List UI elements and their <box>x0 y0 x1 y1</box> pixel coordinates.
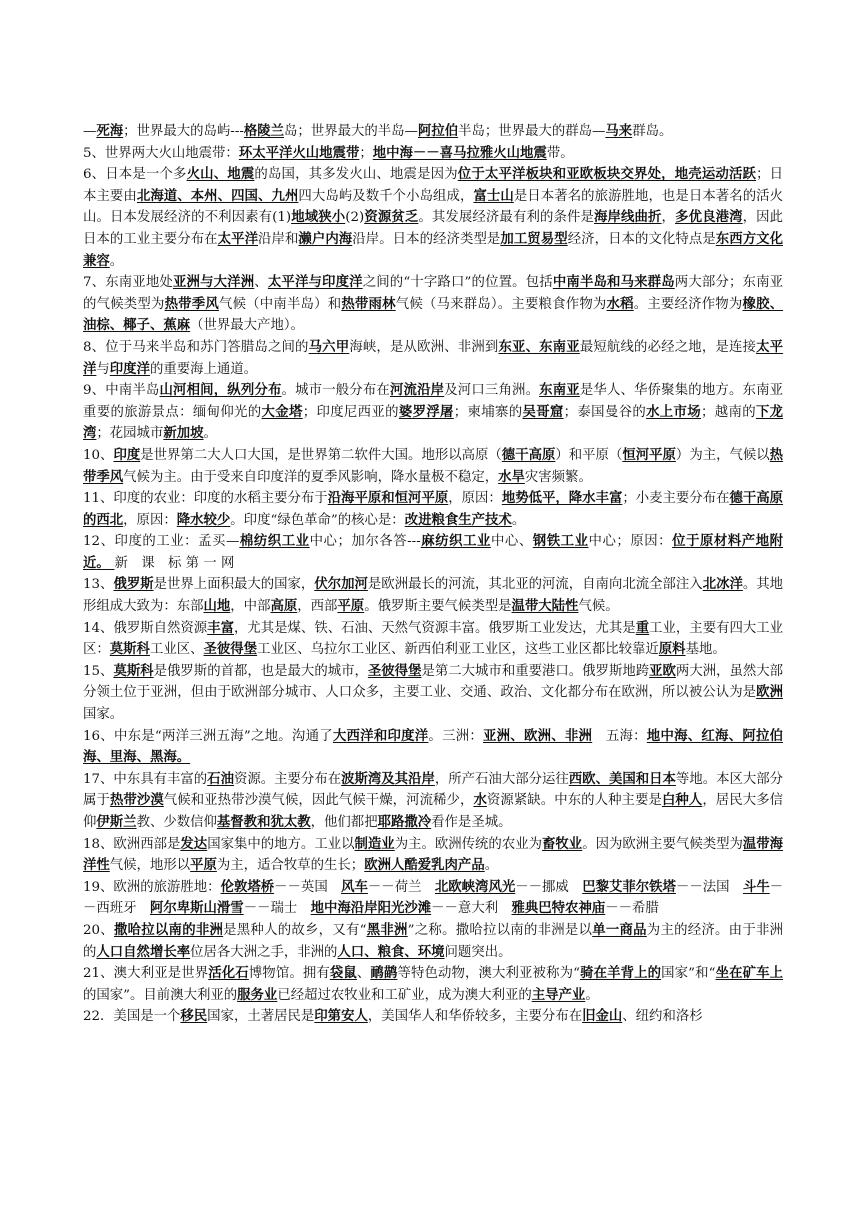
key-term: 莫斯科 <box>113 662 154 679</box>
text-run: 最短航线的必经之地，是连接 <box>579 339 757 355</box>
key-term: 基督教和犹太教 <box>216 814 311 830</box>
text-run: ，原因： <box>448 491 502 507</box>
key-term: 死海 <box>96 123 124 139</box>
key-term: 北海道、本州、四国、九州 <box>136 187 299 204</box>
key-term: 地中海、红海、阿拉伯海、里海、黑海。 <box>83 727 784 766</box>
text-run: 中心；原因： <box>588 534 673 550</box>
key-term: 吴哥窟 <box>522 403 564 420</box>
text-run: 。俄罗斯主要气候类型是 <box>364 599 512 615</box>
text-run: 9、中南半岛 <box>83 383 160 399</box>
key-term: 温带大陆性 <box>511 598 579 615</box>
key-term: 下龙湾 <box>83 403 784 442</box>
key-term: 格陵兰 <box>243 123 285 139</box>
key-term: 棉纺织工业 <box>239 533 310 550</box>
text-run: 工业区、乌拉尔工业区、新西伯利亚工业区，这些工业区都比较靠近 <box>257 642 659 658</box>
text-run: 14、俄罗斯自然资源 <box>83 620 208 636</box>
text-run: 资源紧缺。中东的人种主要是 <box>486 793 662 809</box>
text-run: 18、欧洲西部是 <box>83 836 181 852</box>
text-run: 国家。 <box>83 707 124 723</box>
text-run: ，美国华人和华侨较多，主要分布在 <box>367 1009 583 1025</box>
key-term: 火山、地震 <box>186 166 255 183</box>
key-term: 地域狭小 <box>291 209 346 226</box>
text-run: 看作是圣城。 <box>431 815 512 830</box>
text-run: ，西部 <box>297 599 338 615</box>
text-run: 是黑种人的故乡，又有“ <box>223 922 367 938</box>
key-term: 雅典巴特农神庙 <box>511 900 606 917</box>
text-run: 带。 <box>546 145 574 161</box>
text-run: 中心；加尔各答--- <box>309 534 421 550</box>
key-term: 新加坡 <box>163 425 204 442</box>
text-run: 的岛国，其多发火山、地震是因为 <box>254 167 458 183</box>
key-term: 平原 <box>337 598 365 615</box>
text-run: ，尤其是煤、铁、石油、天然气资源丰富。俄罗斯工业发达，尤其是 <box>233 620 636 636</box>
paragraph <box>83 920 783 963</box>
key-term: 活化石 <box>208 965 249 982</box>
text-run: 两大部分；东南亚的气候类型为 <box>83 275 784 312</box>
paragraph <box>83 121 783 143</box>
key-term: 发达 <box>180 835 208 852</box>
key-term: 丰富 <box>207 619 234 636</box>
key-term: 大金塔 <box>261 403 303 420</box>
key-term: 人口、粮食、环境 <box>337 943 445 960</box>
paragraph <box>83 380 783 445</box>
key-term: 亚欧 <box>649 662 676 679</box>
text-run: 13、 <box>83 577 114 593</box>
text-run: 8、位于马来半岛和苏门答腊岛之间的 <box>83 339 309 355</box>
key-term: 耶路撒冷 <box>377 814 432 830</box>
text-run: 、 <box>356 966 371 982</box>
key-term: 改进粮食生产技术 <box>404 511 512 528</box>
text-run: 21、澳大利亚是世界 <box>83 966 209 982</box>
text-run: 。 <box>484 858 499 874</box>
text-run: ）和平原（ <box>555 447 623 463</box>
text-run: 。城市一般分布在 <box>281 383 390 399</box>
text-run: 国家集中的地方。工业以 <box>207 836 355 852</box>
key-term: 人口自然增长率 <box>96 943 191 960</box>
key-term: 地势低平，降水丰富 <box>501 490 623 507</box>
text-run: 。其发展经济最有利的条件是 <box>418 210 594 226</box>
text-run: 的国家”。目前澳大利亚的 <box>83 987 238 1003</box>
text-run: 等特色动物，澳大利亚被称为“ <box>397 966 580 982</box>
text-run: 新 课 标 第 一 网 <box>114 555 235 571</box>
paragraph <box>83 164 783 272</box>
key-term: 太平洋与印度洋 <box>267 274 363 291</box>
key-term: 东亚、东南亚 <box>498 338 580 355</box>
key-term: 主导产业 <box>531 986 586 1003</box>
key-term: 重 <box>635 619 650 636</box>
document-page <box>83 121 783 1028</box>
text-run: 灾害频繁。 <box>524 469 592 485</box>
paragraph <box>83 143 783 165</box>
text-run: ； <box>359 145 373 161</box>
key-term: 圣彼得堡 <box>203 641 258 658</box>
text-run: 。三洲： <box>428 728 484 744</box>
key-term: 热带沙漠 <box>109 792 164 809</box>
text-run: ）为主，气候以 <box>675 447 770 463</box>
key-term: 阿拉伯 <box>417 123 459 139</box>
paragraph <box>83 726 783 769</box>
text-run: 是欧洲最长的河流，其北亚的河流，自南向北流全部注入 <box>367 577 703 593</box>
text-run: 15、 <box>83 663 114 679</box>
text-run: 为主。欧洲传统的农业为 <box>394 836 542 852</box>
key-term: 中南半岛和马来群岛 <box>552 274 675 291</box>
text-run: 。 <box>109 253 124 269</box>
key-term: 伊斯兰 <box>96 814 137 830</box>
key-term: 环太平洋火山地震带 <box>238 144 360 161</box>
text-run: ；世界最大的岛屿--- <box>123 124 244 139</box>
text-run: 中心、 <box>490 534 533 550</box>
paragraph <box>83 877 783 920</box>
text-run: 沿岸。日本的经济类型是 <box>352 231 501 247</box>
key-term: 热带季风 <box>83 446 784 485</box>
key-term: 濑户内海 <box>298 230 353 247</box>
text-run: ；日本主要由 <box>83 167 784 204</box>
text-run: 五海： <box>592 728 647 744</box>
text-run: 四大岛屿及数千个小岛组成， <box>298 188 474 204</box>
text-run: 12、印度的工业：孟买— <box>83 534 240 550</box>
key-term: 水上市场 <box>646 403 702 420</box>
key-term: 德干高原的西北 <box>83 490 784 528</box>
text-run: 。印度“绿色革命”的核心是： <box>230 512 405 528</box>
paragraph <box>83 337 783 380</box>
text-run: 为主，适合牧草的生长； <box>216 858 365 874</box>
key-term: 大西洋和印度洋 <box>332 727 429 744</box>
key-term: 橡胶、油棕、椰子、蕉麻 <box>83 295 784 334</box>
key-term: 钢铁工业 <box>532 533 589 550</box>
text-run: 气候，地形以 <box>109 858 191 874</box>
key-term: 河流沿岸 <box>389 382 445 399</box>
text-run: －－英国 <box>274 879 342 895</box>
text-run: 问题突出。 <box>444 944 512 960</box>
text-run: －－西班牙 <box>83 879 784 917</box>
text-run: ，所产石油大部分运往 <box>434 771 569 787</box>
text-run: ；小麦主要分布在 <box>622 491 730 507</box>
text-run: 7、东南亚地处 <box>83 275 173 291</box>
paragraph <box>83 1006 783 1028</box>
paragraph <box>83 531 783 574</box>
text-run: 是第二大城市和重要港口。俄罗斯地跨 <box>421 663 650 679</box>
text-run: 博物馆。拥有 <box>248 966 330 982</box>
key-term: 水稻 <box>606 295 634 312</box>
text-run: 基地。 <box>685 642 726 658</box>
text-run: 、纽约和洛杉 <box>622 1009 703 1025</box>
text-run: 气候和亚热带沙漠气候，因此气候干燥，河流稀少， <box>163 793 474 809</box>
key-term: 德干高原 <box>501 446 556 463</box>
text-run: 10、 <box>83 447 114 463</box>
text-run: 为主的经济。由于非洲的 <box>83 922 784 960</box>
key-term: 温带海洋性 <box>83 835 784 874</box>
text-run: ，他们都把 <box>310 815 378 830</box>
key-term: 亚洲、欧洲、非洲 <box>483 727 593 744</box>
paragraph <box>83 488 783 531</box>
text-run: －－荷兰 <box>367 879 435 895</box>
text-run: 17、中东具有丰富的 <box>83 771 208 787</box>
text-run: 等地。本区大部分属于 <box>83 771 784 809</box>
text-run: 两大洲，虽然大部分领土位于亚洲，但由于欧洲部分城市、人口众多，主要工业、交通、政治、文化都分布在欧洲，所以被公认为是 <box>83 663 784 701</box>
key-term: 婆罗浮屠 <box>398 403 454 420</box>
key-term: 地中海－－喜马拉雅火山地震 <box>372 144 547 161</box>
text-run: 。因为欧洲主要气候类型为 <box>582 836 743 852</box>
text-run: －－挪威 <box>515 879 583 895</box>
text-run: ，居民大多信仰 <box>83 793 784 830</box>
key-term: 俄罗斯 <box>113 576 154 593</box>
key-term: 畜牧业 <box>542 835 583 852</box>
text-run: 工业，主要有四大工业区： <box>83 620 784 658</box>
text-run: 11、印度的农业：印度的水稻主要分布于 <box>83 491 328 507</box>
key-term: 斗牛 <box>742 878 770 895</box>
key-term: 坐在矿车上 <box>715 965 784 982</box>
paragraph <box>83 618 783 661</box>
key-term: 地中海沿岸阳光沙滩 <box>310 900 432 917</box>
text-run: 22．美国是一个 <box>83 1009 181 1025</box>
text-run: 5、世界两大火山地震带： <box>83 145 239 161</box>
text-run: 6、日本是一个多 <box>83 167 187 183</box>
key-term: 太平洋 <box>217 230 259 247</box>
text-run: 经济，日本的文化特点是 <box>567 231 716 247</box>
text-run: 。 <box>585 987 599 1003</box>
key-term: 印度洋 <box>109 360 150 377</box>
text-run: 半岛；世界最大的群岛— <box>458 124 606 139</box>
text-run: ，中部 <box>230 599 271 615</box>
text-run: 是俄罗斯的首都，也是最大的城市， <box>153 663 368 679</box>
key-term: 亚洲与大洋洲 <box>172 274 255 291</box>
text-run: 沿岸和 <box>258 231 299 247</box>
key-term: 太平洋 <box>83 338 784 377</box>
text-run: 工业区、 <box>149 642 204 658</box>
text-run: 是日本著名的旅游胜地，也是日本著名的活火山。日本发展经济的不利因素有(1) <box>83 188 784 226</box>
text-run: 、 <box>254 275 268 291</box>
paragraph <box>83 445 783 488</box>
key-term: 欧洲人酷爱乳肉产品 <box>364 857 485 874</box>
key-term: 西欧、美国和日本 <box>568 770 676 787</box>
text-run: 与 <box>96 361 110 377</box>
text-run: 19、欧洲的旅游胜地： <box>83 879 221 895</box>
text-run: ；泰国曼谷的 <box>563 404 647 420</box>
paragraph <box>83 834 783 877</box>
text-run: 。 <box>203 426 217 442</box>
text-run: 20、 <box>83 922 114 938</box>
text-run: ”之称。撒哈拉以南的非洲是以 <box>407 922 593 938</box>
text-run: －－希腊 <box>605 901 659 917</box>
key-term: 莫斯科 <box>109 641 150 658</box>
key-term: 原料 <box>658 641 686 658</box>
key-term: 服务业 <box>237 986 278 1003</box>
text-run: －－瑞士 <box>243 901 311 917</box>
key-term: 水 <box>473 792 487 809</box>
key-term: 伦敦塔桥 <box>220 878 275 895</box>
text-run: ， <box>661 210 676 226</box>
text-run: 。其地形组成大致为：东部 <box>83 577 784 615</box>
text-run: －－法国 <box>675 879 743 895</box>
text-run: 群岛。 <box>632 124 673 139</box>
key-term: 单一商品 <box>592 921 647 938</box>
text-run: — <box>83 124 97 139</box>
text-run: 气候（中南半岛）和 <box>218 296 342 312</box>
text-run: －－意大利 <box>431 901 512 917</box>
text-run: 教、少数信仰 <box>136 815 217 830</box>
text-run: 位居各大洲之手，非洲的 <box>190 944 338 960</box>
text-run: 是世界第二大人口大国，是世界第二软件大国。地形以高原（ <box>140 447 502 463</box>
key-term: 水旱 <box>498 468 525 485</box>
text-run: 是世界上面积最大的国家， <box>153 577 315 593</box>
key-term: 富士山 <box>473 187 514 204</box>
text-run: 是华人、华侨聚集的地方。东南亚重要的旅游景点：缅甸仰光的 <box>83 383 784 420</box>
key-term: 撒哈拉以南的非洲 <box>113 921 224 938</box>
key-term: 多优良港湾 <box>675 209 743 226</box>
text-run: 。主要经济作物为 <box>633 296 743 312</box>
paragraph <box>83 272 783 337</box>
key-term: 骑在羊背上的 <box>579 965 662 982</box>
text-run: ；印度尼西亚的 <box>302 404 399 420</box>
text-run: 岛；世界最大的半岛— <box>284 124 418 139</box>
text-run: ；越南的 <box>701 404 756 420</box>
text-run: 气候。 <box>578 599 619 615</box>
paragraph <box>83 574 783 617</box>
key-term: 风车 <box>341 878 368 895</box>
key-term: 印度 <box>113 446 141 463</box>
text-run: 的重要海上通道。 <box>149 361 258 377</box>
text-run: 国家，土著居民是 <box>207 1009 315 1025</box>
key-term: 移民 <box>180 1008 208 1025</box>
key-term: 山地 <box>203 598 231 615</box>
key-term: 位于太平洋板块和亚欧板块交界处，地壳运动活跃 <box>457 166 757 183</box>
text-run: (2) <box>345 210 365 226</box>
key-term: 旧金山 <box>582 1008 623 1025</box>
text-run: ，原因： <box>123 512 177 528</box>
key-term: 袋鼠 <box>329 965 357 982</box>
key-term: 白种人 <box>661 792 703 809</box>
key-term: 圣彼得堡 <box>367 662 422 679</box>
text-run: 气候为主。由于受来自印度洋的夏季风影响，降水量极不稳定， <box>123 469 499 485</box>
key-term: 巴黎艾菲尔铁塔 <box>582 878 676 895</box>
key-term: 东南亚 <box>539 382 580 399</box>
key-term: 马来 <box>605 123 633 139</box>
text-run: 及河口三角洲。 <box>444 383 540 399</box>
key-term: 热带雨林 <box>341 295 396 312</box>
key-term: 麻纺织工业 <box>420 533 491 550</box>
text-run: 之间的“十字路口”的位置。包括 <box>362 275 553 291</box>
key-term: 北冰洋 <box>702 576 743 593</box>
text-run: 已经超过农牧业和工矿业，成为澳大利亚的 <box>277 987 532 1003</box>
text-run: 。 <box>511 512 526 528</box>
text-run: 国家”和“ <box>661 966 716 982</box>
text-run: ；柬埔寨的 <box>453 404 523 420</box>
key-term: 资源贫乏 <box>364 209 419 226</box>
key-term: 高原 <box>270 598 298 615</box>
key-term: 平原 <box>190 857 217 874</box>
key-term: 鸸鹋 <box>370 965 398 982</box>
key-term: 热带季风 <box>164 295 219 312</box>
text-run: （世界最大产地）。 <box>190 318 304 334</box>
text-run: 气候（马来群岛）。主要粮食作物为 <box>395 296 607 312</box>
key-term: 制造业 <box>354 835 395 852</box>
paragraph <box>83 963 783 1006</box>
key-term: 波斯湾及其沿岸 <box>341 770 435 787</box>
text-run: 海峡，是从欧洲、非洲到 <box>349 339 499 355</box>
key-term: 伏尔加河 <box>314 576 368 593</box>
key-term: 印第安人 <box>314 1008 368 1025</box>
paragraph <box>83 661 783 726</box>
key-term: 马六甲 <box>308 338 350 355</box>
key-term: 恒河平原 <box>622 446 676 463</box>
text-run: ，因此日本的工业主要分布在 <box>83 210 784 247</box>
key-term: 黑非洲 <box>366 921 408 938</box>
key-term: 山河相间，纵列分布 <box>159 382 282 399</box>
key-term: 阿尔卑斯山滑雪 <box>149 900 244 917</box>
text-run: 16、中东是“两洋三洲五海”之地。沟通了 <box>83 728 333 744</box>
key-term: 位于原材料产地附近。 <box>83 533 784 571</box>
key-term: 北欧峡湾风光 <box>434 878 516 895</box>
key-term: 加工贸易型 <box>500 230 568 247</box>
key-term: 降水较少 <box>176 511 231 528</box>
key-term: 沿海平原和恒河平原 <box>327 490 449 507</box>
text-run: ；花园城市 <box>96 426 164 442</box>
key-term: 石油 <box>207 770 234 787</box>
paragraph <box>83 769 783 834</box>
key-term: 欧洲 <box>756 684 784 701</box>
key-term: 海岸线曲折 <box>594 209 662 226</box>
key-term: 东西方文化兼容 <box>83 230 784 269</box>
text-run: 资源。主要分布在 <box>233 771 342 787</box>
